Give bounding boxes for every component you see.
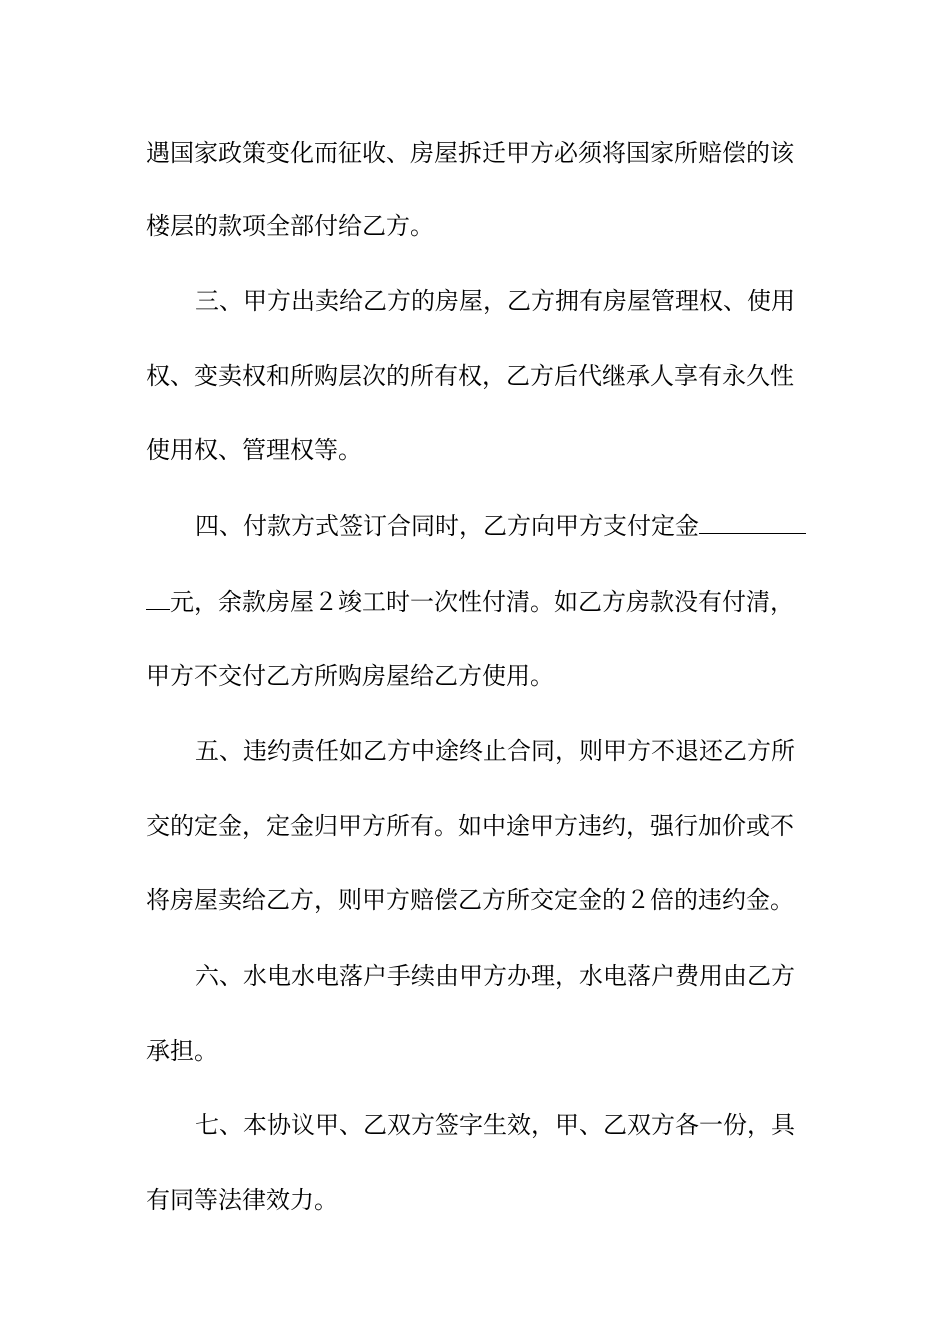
- text-line-with-blank: [195, 511, 806, 541]
- text-line: 交的定金，定金归甲方所有。如中途甲方违约，强行加价或不: [146, 812, 794, 840]
- text-line: 六、水电水电落户手续由甲方办理，水电落户费用由乙方: [195, 962, 795, 990]
- text-line: 权、变卖权和所购层次的所有权，乙方后代继承人享有永久性: [146, 362, 794, 390]
- text-line: 三、甲方出卖给乙方的房屋，乙方拥有房屋管理权、使用: [195, 287, 795, 315]
- text-segment: 元，余款房屋２竣工时一次性付清。如乙方房款没有付清，: [170, 588, 794, 616]
- amount-blank: [699, 511, 806, 534]
- text-line: 楼层的款项全部付给乙方。: [146, 212, 434, 240]
- text-line: 遇国家政策变化而征收、房屋拆迁甲方必须将国家所赔偿的该: [146, 139, 794, 167]
- amount-blank-continued: [146, 587, 170, 610]
- text-line: 七、本协议甲、乙双方签字生效，甲、乙双方各一份，具: [195, 1111, 795, 1139]
- text-line: 五、违约责任如乙方中途终止合同，则甲方不退还乙方所: [195, 737, 795, 765]
- text-line: 甲方不交付乙方所购房屋给乙方使用。: [146, 662, 554, 690]
- text-line: 有同等法律效力。: [146, 1186, 338, 1214]
- text-line: 将房屋卖给乙方，则甲方赔偿乙方所交定金的２倍的违约金。: [146, 886, 794, 914]
- text-segment: 四、付款方式签订合同时，乙方向甲方支付定金: [195, 512, 699, 540]
- text-line-with-blank: [146, 587, 794, 617]
- text-line: 使用权、管理权等。: [146, 436, 362, 464]
- text-line: 承担。: [146, 1037, 218, 1065]
